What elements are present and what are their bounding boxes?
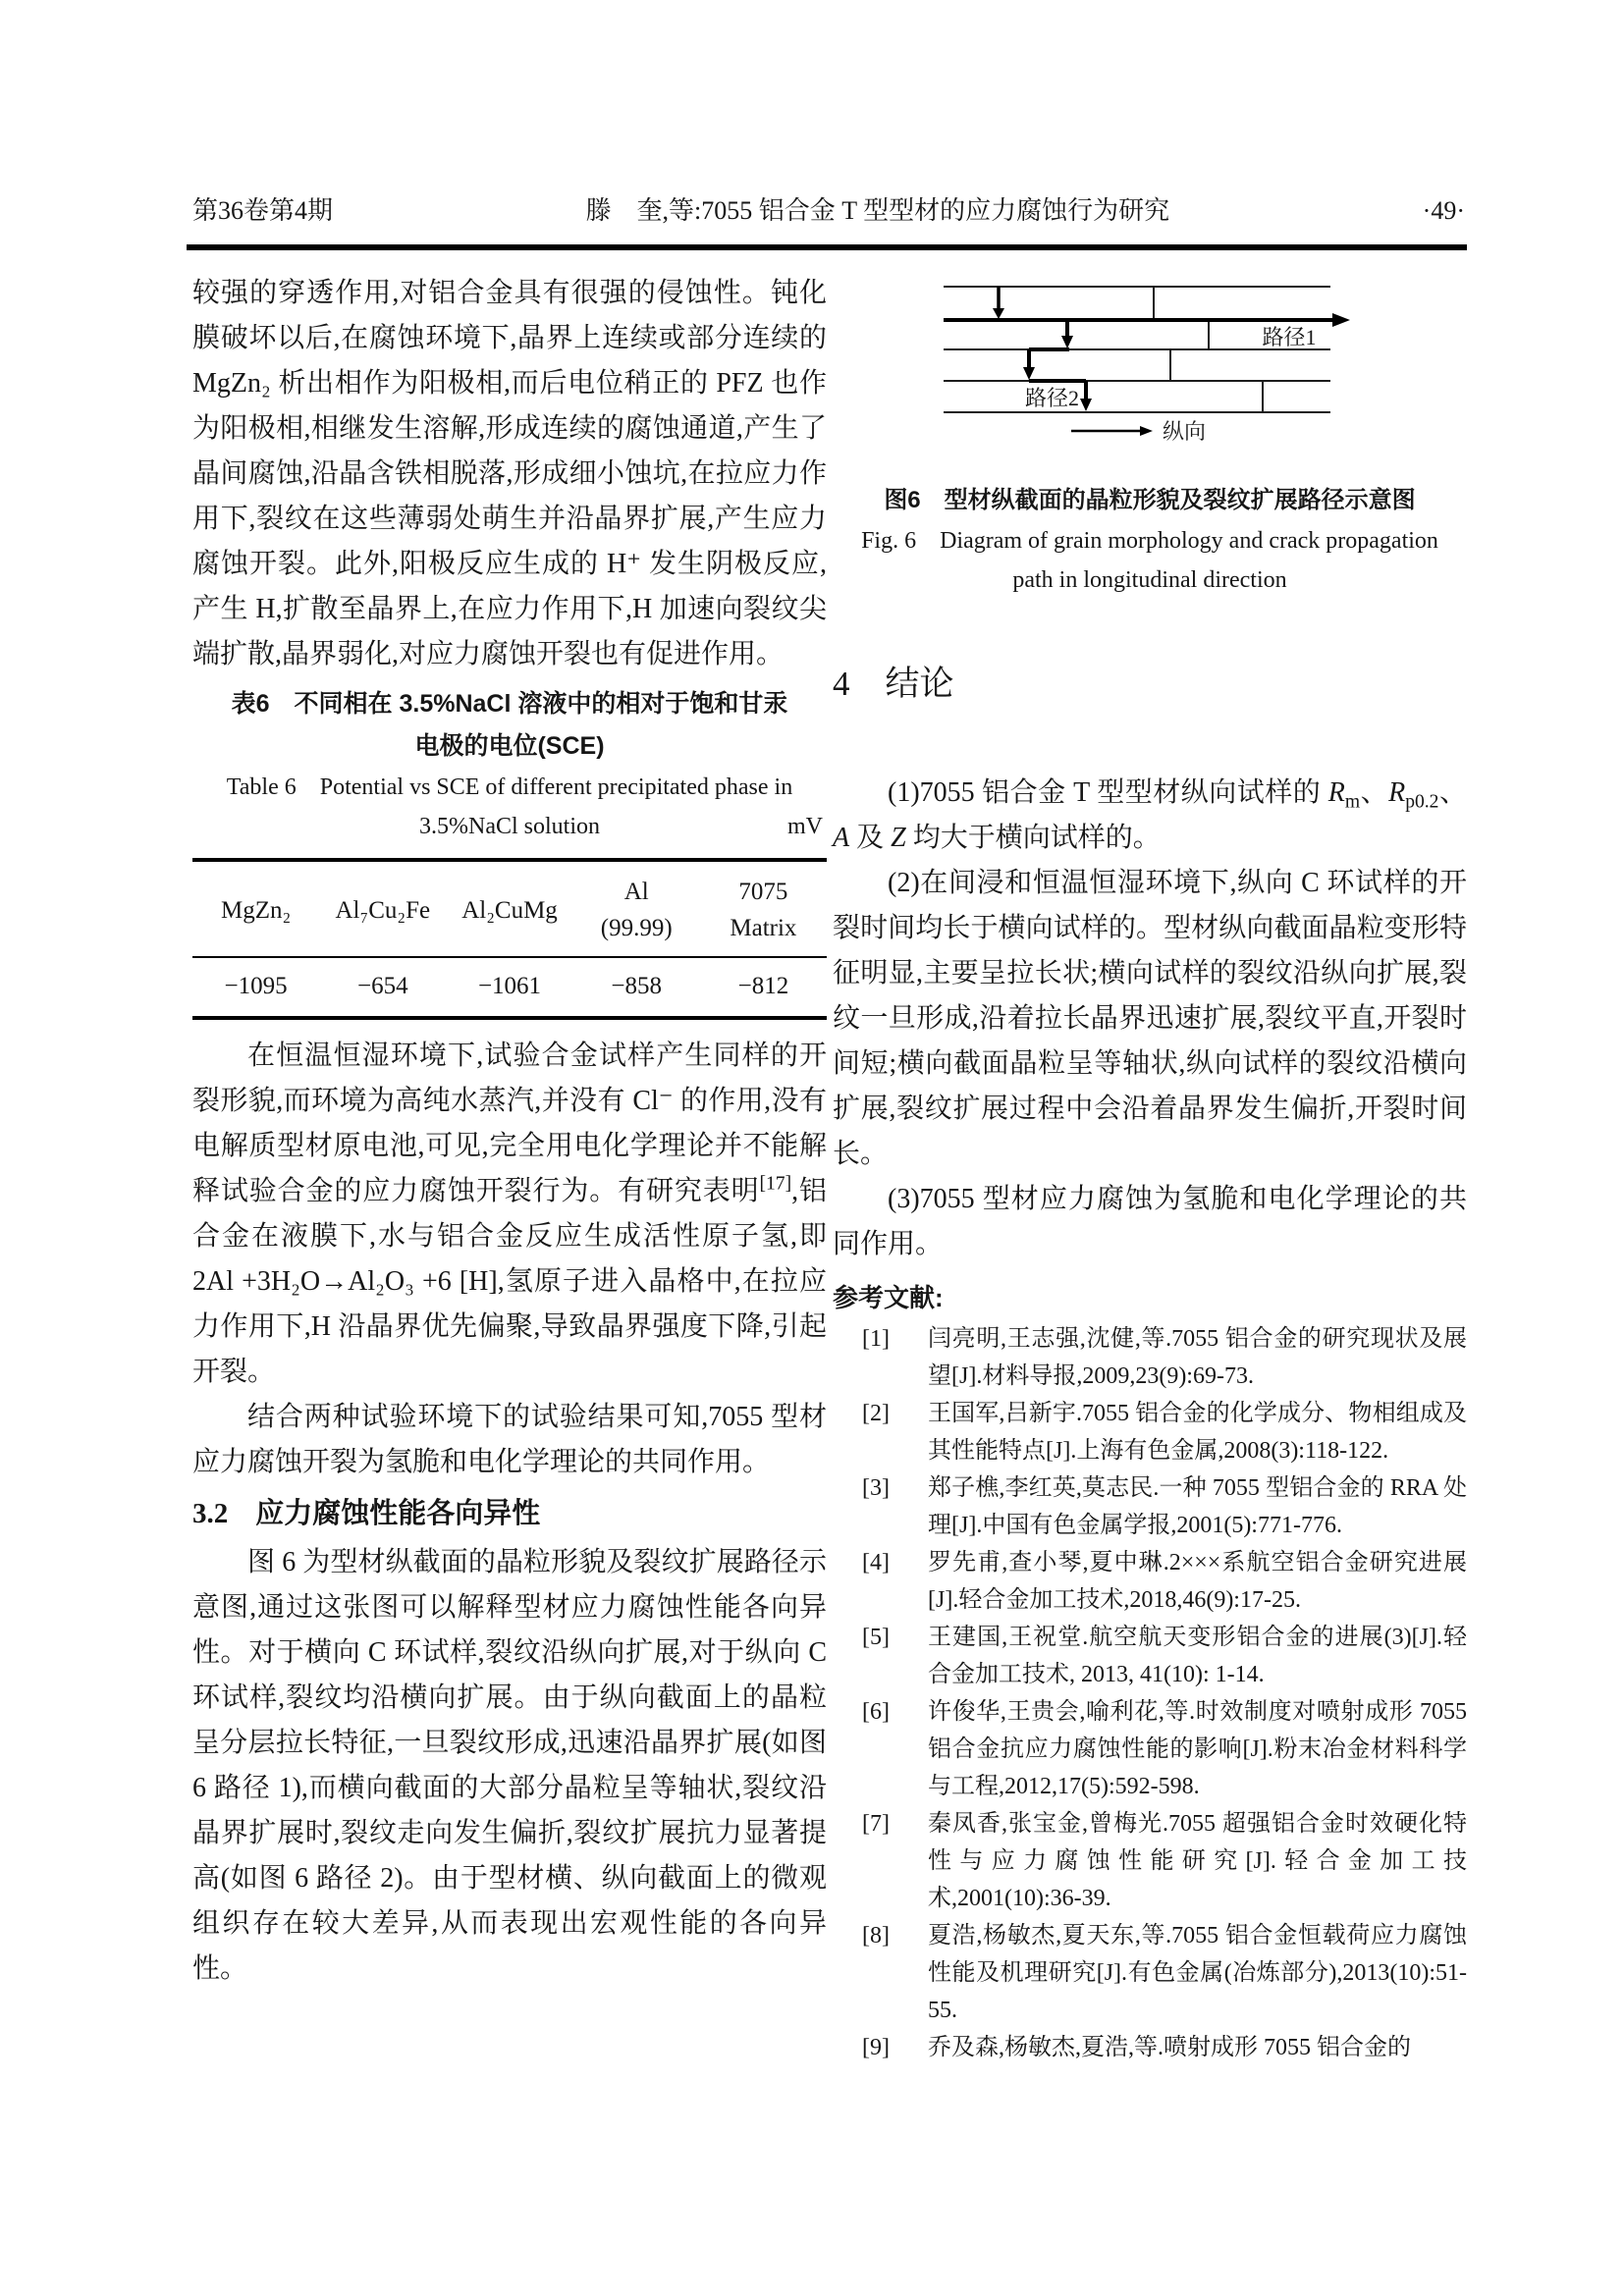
table6-header-row — [192, 862, 827, 956]
table6-unit: mV — [787, 814, 823, 839]
section-title: 应力腐蚀性能各向异性 — [255, 1498, 541, 1529]
figure6-caption-en-line2: path in longitudinal direction — [1012, 567, 1287, 593]
column-header-line: Matrix — [730, 915, 797, 941]
reference-text: 王国军,吕新宇.7055 铝合金的化学成分、物相组成及其性能特点[J].上海有色金属,2008(3):118-122. — [928, 1401, 1467, 1464]
figure6 — [833, 277, 1467, 600]
reference-item-6 — [833, 1693, 1467, 1805]
paragraph-combined-conclusion: 结合两种试验环境下的试验结果可知,7055 型材应力腐蚀开裂为氢脆和电化学理论的共同作用。 — [192, 1402, 827, 1477]
figure6-caption-zh: 图6 型材纵截面的晶粒形貌及裂纹扩展路径示意图 — [884, 487, 1416, 513]
reference-text: 闫亮明,王志强,沈健,等.7055 铝合金的研究现状及展望[J].材料导报,2009,23(9):69-73. — [928, 1326, 1467, 1389]
column-header-7075-matrix — [700, 874, 827, 946]
column-header-line: (99.99) — [600, 915, 673, 941]
conclusion-item-3: (3)7055 型材应力腐蚀为氢脆和电化学理论的共同作用。 — [833, 1184, 1467, 1259]
page-header — [192, 194, 1465, 228]
table6 — [192, 858, 827, 1020]
reference-text: 乔及森,杨敏杰,夏浩,等.喷射成形 7055 铝合金的 — [928, 2035, 1411, 2060]
paragraph-corrosion-mechanism: 较强的穿透作用,对铝合金具有很强的侵蚀性。钝化膜破坏以后,在腐蚀环境下,晶界上连续或部分连续的 MgZn₂ 析出相作为阳极相,而后电位稍正的 PFZ 也作为阳极相,相继发生溶解,形成连续的腐蚀通道,产生了晶间腐蚀,沿晶含铁相脱落,形成细小蚀坑,在拉应力作用下,裂纹在这些薄弱处萌生并沿晶界扩展,产生应力腐蚀开裂。此外,阳极反应生成的 H⁺ 发生阴极反应,产生 H,扩散至晶界上,在应力作用下,H 加速向裂纹尖端扩散,晶界弱化,对应力腐蚀开裂也有促进作用。 — [192, 278, 827, 669]
table6-block — [192, 683, 827, 1020]
reference-item-3 — [833, 1469, 1467, 1544]
figure6-caption-en-line1: Fig. 6 Diagram of grain morphology and crack propagation — [861, 528, 1438, 554]
table-value: −812 — [737, 973, 789, 999]
table-value: −654 — [357, 973, 408, 999]
path2-label: 路径2 — [1024, 386, 1079, 410]
reference-label: [3] — [862, 1475, 890, 1501]
volume-issue: 第36卷第4期 — [192, 196, 334, 225]
table6-caption-en-line1: Table 6 Potential vs SCE of different precipitated phase in — [226, 774, 793, 800]
reference-label: [2] — [862, 1401, 890, 1426]
table-value: −1061 — [477, 973, 542, 999]
section-number: 4 — [833, 665, 850, 703]
reference-text: 秦凤香,张宝金,曾梅光.7055 超强铝合金时效硬化特性与应力腐蚀性能研究[J].轻合金加工技术,2001(10):36-39. — [928, 1811, 1467, 1911]
reference-text: 王建国,王祝堂.航空航天变形铝合金的进展(3)[J].轻合金加工技术, 2013, 41(10): 1-14. — [928, 1625, 1467, 1687]
column-header-line: Al — [623, 879, 649, 905]
table6-caption-en-line2-row — [192, 807, 827, 846]
column-header-line: Al₇Cu₂Fe — [335, 896, 431, 924]
table-value: −1095 — [224, 973, 288, 999]
section-title: 结论 — [885, 665, 954, 703]
reference-label: [1] — [862, 1326, 890, 1352]
reference-item-7 — [833, 1805, 1467, 1917]
reference-text: 夏浩,杨敏杰,夏天东,等.7055 铝合金恒载荷应力腐蚀性能及机理研究[J].有色金属(冶炼部分),2013(10):51-55. — [928, 1923, 1467, 2023]
column-header-line: MgZn₂ — [220, 896, 292, 924]
reference-item-4 — [833, 1544, 1467, 1619]
section-heading-3-2 — [192, 1487, 827, 1540]
table6-value-row — [192, 956, 827, 1016]
paragraph-anisotropy: 图 6 为型材纵截面的晶粒形貌及裂纹扩展路径示意图,通过这张图可以解释型材应力腐蚀性能各向异性。对于横向 C 环试样,裂纹沿纵向扩展,对于纵向 C 环试样,裂纹均沿横向扩展。由于纵向截面上的晶粒呈分层拉长特征,一旦裂纹形成,迅速沿晶界扩展(如图 6 路径 1),而横向截面的大部分晶粒呈等轴状,裂纹沿晶界扩展时,裂纹走向发生偏折,裂纹扩展抗力显著提高(如图 6 路径 2)。由于型材横、纵向截面上的微观组织存在较大差异,从而表现出宏观性能的各向异性。 — [192, 1547, 827, 1984]
reference-item-1 — [833, 1320, 1467, 1395]
section-heading-conclusion — [833, 663, 1467, 706]
reference-text: 郑子樵,李红英,莫志民.一种 7055 型铝合金的 RRA 处理[J].中国有色金属学报,2001(5):771-776. — [928, 1475, 1467, 1538]
column-header-al7cu2fe — [319, 892, 446, 929]
paragraph-humidity-test: 在恒温恒湿环境下,试验合金试样产生同样的开裂形貌,而环境为高纯水蒸汽,并没有 Cl⁻ 的作用,没有电解质型材原电池,可见,完全用电化学理论并不能解释试验合金的应力腐蚀开裂行为。有研究表明[17],铝合金在液膜下,水与铝合金反应生成活性原子氢,即 2Al +3H₂O→Al₂O₃ +6 [H],氢原子进入晶格中,在拉应力作用下,H 沿晶界优先偏聚,导致晶界强度下降,引起开裂。 — [192, 1041, 827, 1387]
reference-label: [5] — [862, 1625, 890, 1650]
reference-item-8 — [833, 1917, 1467, 2029]
running-title: 滕 奎,等:7055 铝合金 T 型型材的应力腐蚀行为研究 — [585, 196, 1170, 225]
path1-label: 路径1 — [1262, 325, 1317, 349]
conclusion-item-1: (1)7055 铝合金 T 型型材纵向试样的 $R_m$、$R_{p0.2}$、A 及 Z 均大于横向试样的。 — [833, 777, 1467, 853]
table6-caption-zh-line1: 表6 不同相在 3.5%NaCl 溶液中的相对于饱和甘汞 — [231, 690, 788, 718]
section-number: 3.2 — [192, 1498, 229, 1529]
reference-item-9 — [833, 2029, 1467, 2066]
column-header-line: Al₂CuMg — [461, 896, 558, 924]
reference-item-5 — [833, 1619, 1467, 1693]
column-header-mgzn2 — [192, 892, 319, 929]
longitudinal-axis-label: 纵向 — [1163, 419, 1207, 444]
table6-caption-en-line2: 3.5%NaCl solution — [419, 814, 600, 839]
figure6-diagram — [934, 277, 1366, 446]
reference-label: [7] — [862, 1811, 890, 1837]
reference-label: [9] — [862, 2035, 890, 2060]
conclusion-item-2: (2)在间浸和恒温恒湿环境下,纵向 C 环试样的开裂时间均长于横向试样的。型材纵向截面晶粒变形特征明显,主要呈拉长状;横向试样的裂纹沿纵向扩展,裂纹一旦形成,沿着拉长晶界迅速扩展,裂纹平直,开裂时间短;横向截面晶粒呈等轴状,纵向试样的裂纹沿横向扩展,裂纹扩展过程中会沿着晶界发生偏折,开裂时间长。 — [833, 868, 1467, 1169]
reference-label: [8] — [862, 1923, 890, 1949]
column-header-al-9999 — [573, 874, 700, 946]
right-column — [833, 271, 1467, 2066]
column-header-line: 7075 — [738, 879, 788, 905]
grain-layer-lines — [944, 287, 1330, 412]
reference-label: [4] — [862, 1550, 890, 1575]
column-header-al2cumg — [446, 892, 572, 929]
left-column — [192, 271, 827, 1992]
header-rule — [187, 244, 1467, 250]
table-value: −858 — [611, 973, 663, 999]
reference-item-2 — [833, 1395, 1467, 1469]
table6-caption-zh-line2: 电极的电位(SCE) — [414, 732, 605, 760]
longitudinal-axis-arrow — [1071, 426, 1153, 436]
crack-initiation-arrow — [993, 287, 1004, 319]
reference-label: [6] — [862, 1699, 890, 1725]
page-number: ·49· — [1422, 196, 1465, 225]
reference-text: 罗先甫,查小琴,夏中琳.2×××系航空铝合金研究进展[J].轻合金加工技术,2018,46(9):17-25. — [928, 1550, 1467, 1613]
references-heading: 参考文献: — [833, 1283, 944, 1312]
reference-text: 许俊华,王贵会,喻利花,等.时效制度对喷射成形 7055 铝合金抗应力腐蚀性能的影响[J].粉末冶金材料科学与工程,2012,17(5):592-598. — [928, 1699, 1467, 1799]
